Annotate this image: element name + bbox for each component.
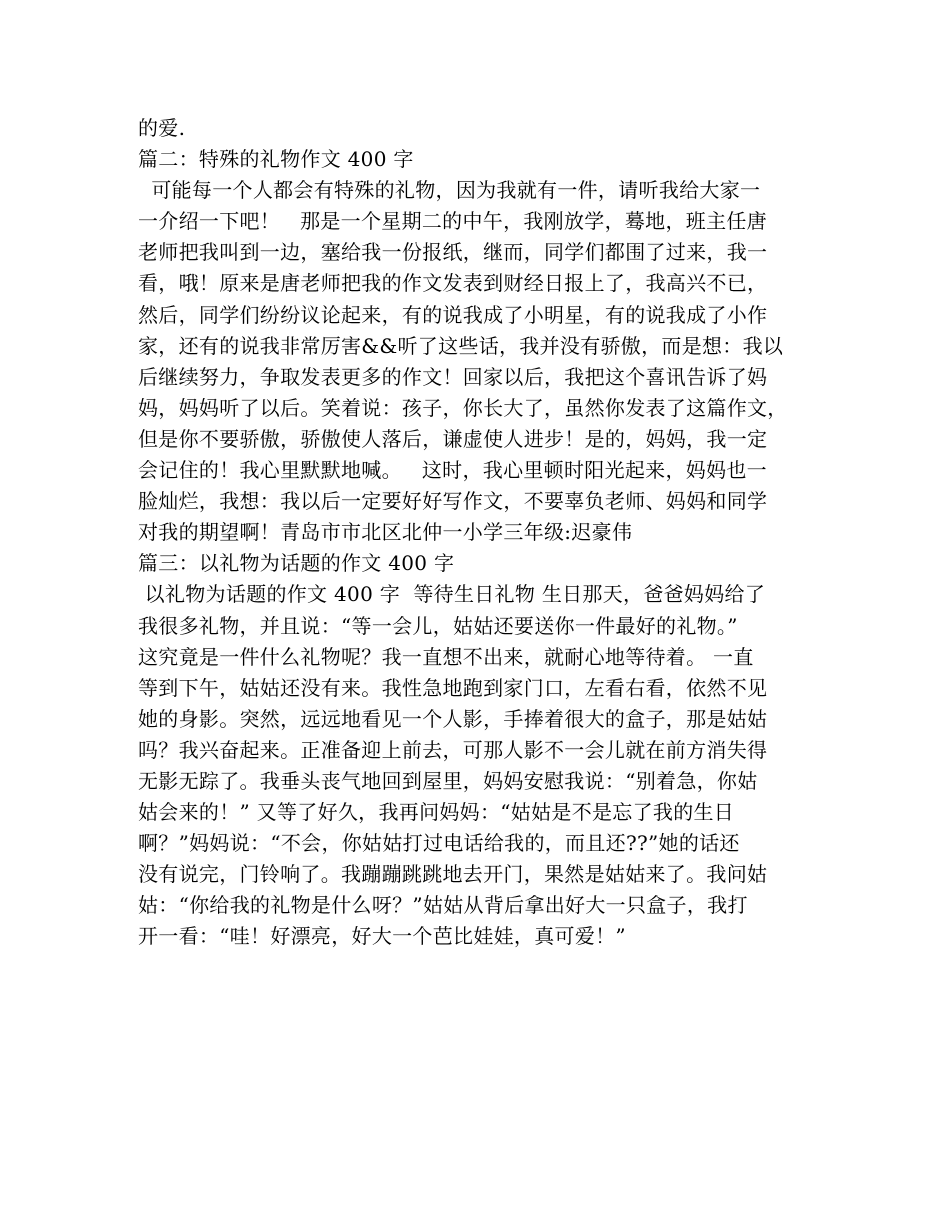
- text-line: 等到下午，姑姑还没有来。我性急地跑到家门口，左看右看，依然不见: [138, 675, 768, 700]
- text-line: 以礼物为话题的作文 400 字 等待生日礼物 生日那天，爸爸妈妈给了: [138, 582, 766, 607]
- text-line: 姑：“你给我的礼物是什么呀？”姑姑从背后拿出好大一只盒子，我打: [138, 893, 748, 918]
- text-line: 无影无踪了。我垂头丧气地回到屋里，妈妈安慰我说：“别着急，你姑: [138, 768, 758, 793]
- section-heading: 篇二：特殊的礼物作文 400 字: [138, 147, 414, 172]
- text-line: 后继续努力，争取发表更多的作文！回家以后，我把这个喜讯告诉了妈: [138, 364, 768, 389]
- text-line: 对我的期望啊！青岛市市北区北仲一小学三年级:迟豪伟: [138, 520, 633, 545]
- text-line: 我很多礼物，并且说：“等一会儿，姑姑还要送你一件最好的礼物。”: [138, 613, 738, 638]
- text-line: 的爱.: [138, 116, 186, 140]
- text-line: 家，还有的说我非常厉害&&听了这些话，我并没有骄傲，而是想：我以: [138, 333, 784, 358]
- text-line: 她的身影。突然，远远地看见一个人影，手捧着很大的盒子，那是姑姑: [138, 706, 768, 731]
- text-line: 妈，妈妈听了以后。笑着说：孩子，你长大了，虽然你发表了这篇作文，: [138, 395, 788, 420]
- text-line: 看，哦！原来是唐老师把我的作文发表到财经日报上了，我高兴不已，: [138, 271, 768, 296]
- text-line: 啊？”妈妈说：“不会，你姑姑打过电话给我的，而且还??”她的话还: [138, 831, 740, 856]
- section-heading: 篇三：以礼物为话题的作文 400 字: [138, 551, 455, 576]
- text-line: 但是你不要骄傲，骄傲使人落后，谦虚使人进步！是的，妈妈，我一定: [138, 426, 768, 451]
- text-line: 这究竟是一件什么礼物呢？我一直想不出来，就耐心地等待着。 一直: [138, 644, 754, 669]
- text-line: 一介绍一下吧！ 那是一个星期二的中午，我刚放学，蓦地，班主任唐: [138, 209, 767, 234]
- text-line: 姑会来的！” 又等了好久，我再问妈妈：“姑姑是不是忘了我的生日: [138, 800, 735, 825]
- text-line: 吗？我兴奋起来。正准备迎上前去，可那人影不一会儿就在前方消失得: [138, 737, 768, 762]
- text-line: 没有说完，门铃响了。我蹦蹦跳跳地去开门，果然是姑姑来了。我问姑: [138, 862, 768, 887]
- text-line: 老师把我叫到一边，塞给我一份报纸，继而，同学们都围了过来，我一: [138, 240, 768, 265]
- text-line: 会记住的！我心里默默地喊。 这时，我心里顿时阳光起来，妈妈也一: [138, 458, 767, 483]
- document-body: [138, 113, 828, 953]
- text-line: 然后，同学们纷纷议论起来，有的说我成了小明星，有的说我成了小作: [138, 302, 768, 327]
- text-line: 脸灿烂，我想：我以后一定要好好写作文，不要辜负老师、妈妈和同学: [138, 489, 768, 514]
- text-line: 可能每一个人都会有特殊的礼物，因为我就有一件，请听我给大家一: [138, 178, 761, 203]
- text-line: 开一看：“哇！好漂亮，好大一个芭比娃娃，真可爱！”: [138, 924, 626, 949]
